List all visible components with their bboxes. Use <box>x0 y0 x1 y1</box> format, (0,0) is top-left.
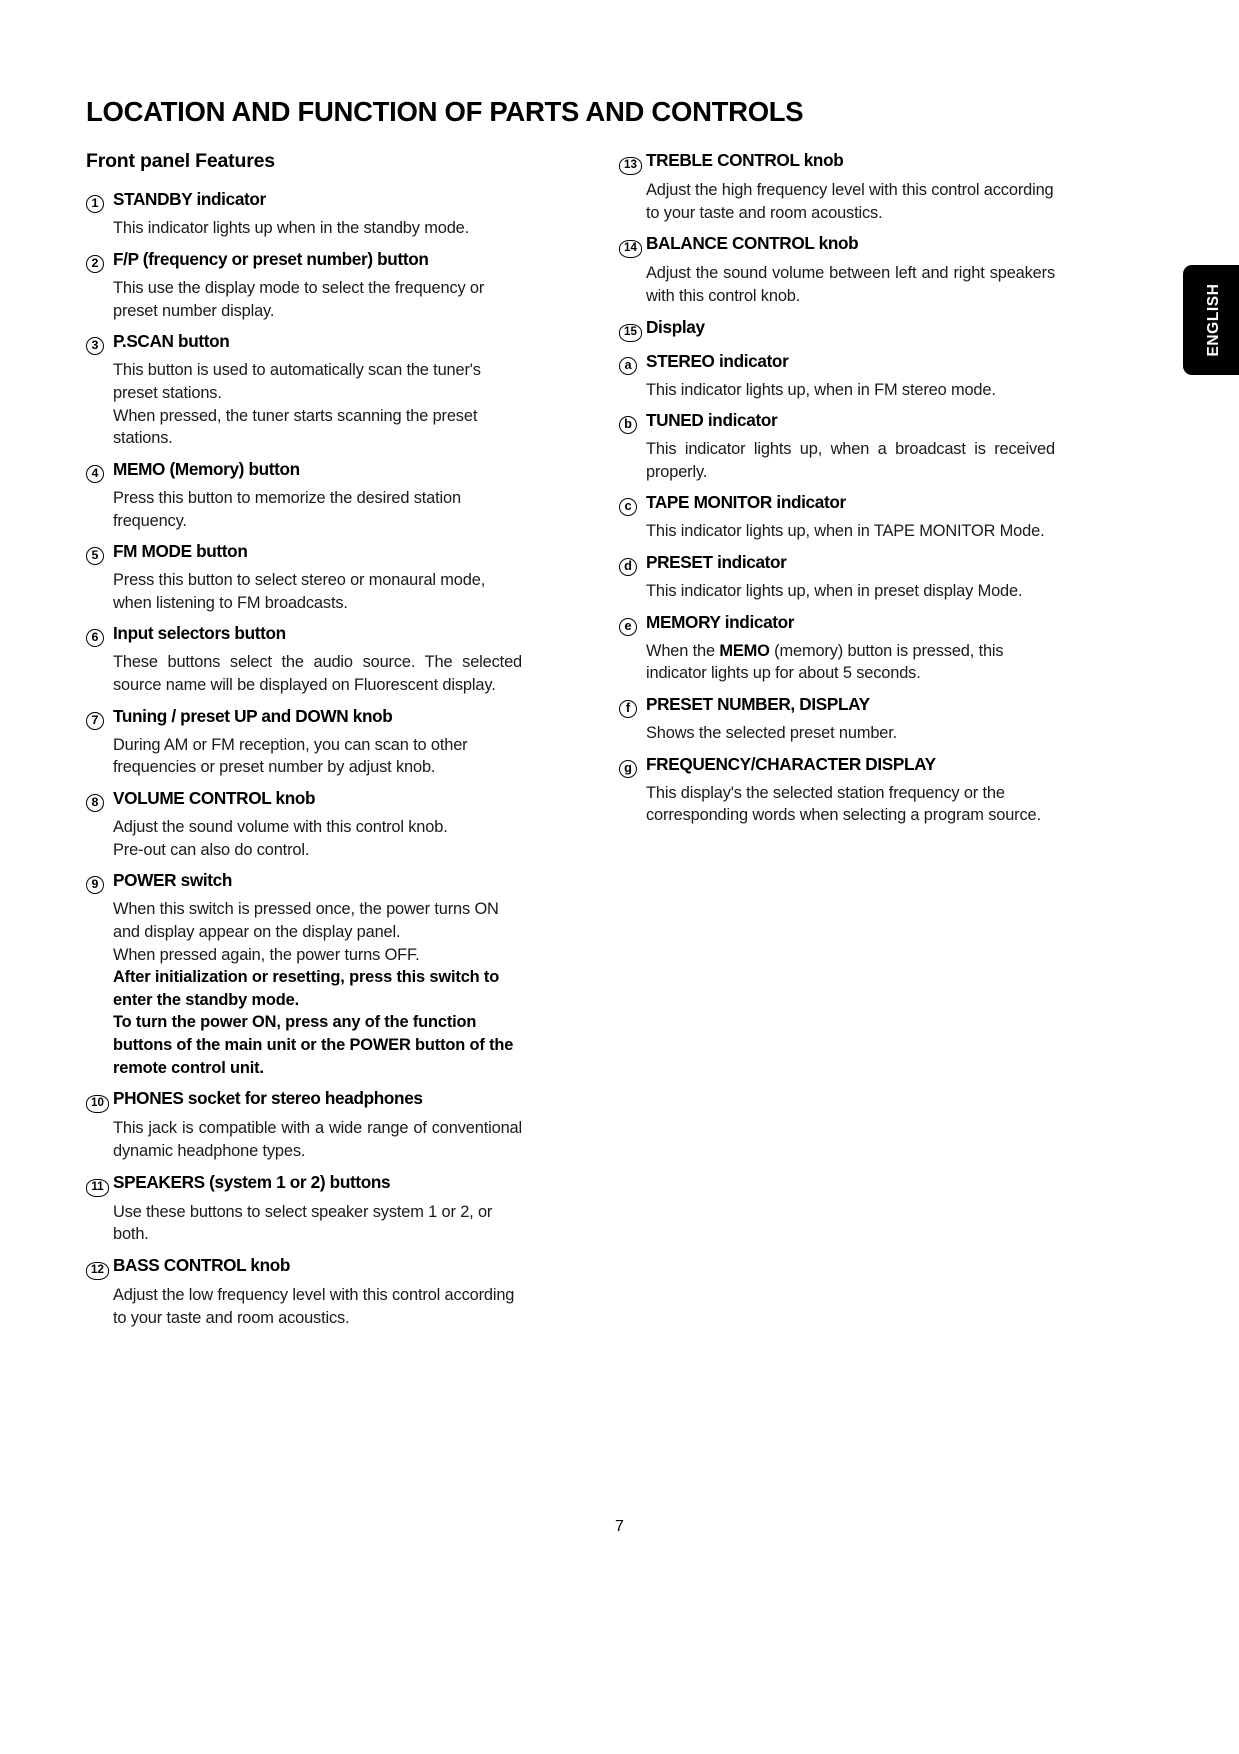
entry-heading-text: STEREO indicator <box>646 350 789 371</box>
entry-paragraph: Shows the selected preset number. <box>646 724 898 743</box>
entry-marker <box>619 492 646 516</box>
circled-marker-icon: c <box>619 498 637 516</box>
entry-marker <box>86 459 113 483</box>
entry-description <box>113 651 522 696</box>
entry-heading-text: TAPE MONITOR indicator <box>646 492 846 513</box>
entry-heading <box>86 706 522 730</box>
entry-heading-text: F/P (frequency or preset number) button <box>113 249 429 270</box>
manual-entry <box>86 459 522 532</box>
circled-marker-icon: a <box>619 357 637 375</box>
entry-heading <box>619 351 1055 375</box>
entry-marker <box>619 612 646 636</box>
entry-heading <box>619 233 1055 258</box>
entry-heading-text: TREBLE CONTROL knob <box>646 150 844 170</box>
page-title: LOCATION AND FUNCTION OF PARTS AND CONTROLS <box>86 96 804 128</box>
entry-heading <box>619 612 1055 636</box>
entry-heading-text: P.SCAN button <box>113 331 230 352</box>
manual-entry <box>86 1172 522 1246</box>
entry-heading-text: TUNED indicator <box>646 410 778 431</box>
entry-heading <box>86 870 522 894</box>
entry-paragraph: This indicator lights up, when in TAPE MONITOR Mode. <box>646 522 1045 541</box>
entry-description <box>646 782 1055 827</box>
entry-description <box>646 179 1055 224</box>
manual-entry <box>86 788 522 861</box>
entry-heading <box>619 694 1055 718</box>
entry-heading-text: Tuning / preset UP and DOWN knob <box>113 705 393 726</box>
entry-paragraph: When pressed again, the power turns OFF. <box>113 945 420 964</box>
entry-paragraph: These buttons select the audio source. The selected source name will be displayed on Fluorescent display. <box>113 653 522 695</box>
entry-paragraph: After initialization or resetting, press this switch to enter the standby mode. <box>113 968 500 1009</box>
entry-heading-text: VOLUME CONTROL knob <box>113 788 316 808</box>
circled-marker-icon: 12 <box>86 1262 109 1280</box>
entry-description <box>646 520 1055 543</box>
entry-description <box>113 734 522 779</box>
entry-heading-text: FREQUENCY/CHARACTER DISPLAY <box>646 753 936 774</box>
entry-marker <box>86 249 113 273</box>
entry-description <box>113 487 522 532</box>
entry-heading-text: MEMORY indicator <box>646 611 795 632</box>
circled-marker-icon: 14 <box>619 240 642 258</box>
entry-description <box>113 277 522 322</box>
manual-entry <box>619 317 1055 342</box>
page-number: 7 <box>615 1518 624 1535</box>
entry-heading <box>619 150 1055 175</box>
entry-heading <box>86 1088 522 1113</box>
entry-heading-text: SPEAKERS (system 1 or 2) buttons <box>113 1171 391 1192</box>
entry-marker <box>619 150 646 175</box>
left-column <box>86 150 522 1338</box>
entry-heading <box>86 1255 522 1280</box>
entry-heading <box>86 1172 522 1197</box>
entry-marker <box>619 233 646 258</box>
circled-marker-icon: 10 <box>86 1095 109 1113</box>
entry-heading <box>86 623 522 647</box>
entry-marker <box>86 541 113 565</box>
entry-description <box>113 1201 522 1246</box>
circled-marker-icon: f <box>619 700 637 718</box>
manual-entry <box>86 870 522 1079</box>
circled-marker-icon: 7 <box>86 712 104 730</box>
manual-entry <box>619 351 1055 402</box>
entry-paragraph: This display's the selected station frequency or the corresponding words when selecting a program source. <box>646 783 1041 825</box>
circled-marker-icon: e <box>619 618 637 636</box>
manual-entry <box>86 541 522 614</box>
circled-marker-icon: 2 <box>86 255 104 273</box>
circled-marker-icon: 8 <box>86 794 104 812</box>
entry-heading <box>619 552 1055 576</box>
entry-paragraph: This indicator lights up, when in FM stereo mode. <box>646 380 996 399</box>
entry-paragraph: This indicator lights up, when in preset display Mode. <box>646 582 1023 601</box>
right-entry-list <box>619 150 1055 827</box>
entry-description <box>646 580 1055 603</box>
entry-heading <box>86 249 522 273</box>
entry-marker <box>86 870 113 894</box>
entry-description <box>113 569 522 614</box>
entry-marker <box>619 552 646 576</box>
entry-heading <box>86 189 522 213</box>
entry-paragraph: Adjust the low frequency level with this control according to your taste and room acoustics. <box>113 1285 515 1327</box>
entry-heading-text: POWER switch <box>113 870 232 891</box>
circled-marker-icon: g <box>619 760 637 778</box>
entry-paragraph: When this switch is pressed once, the power turns ON and display appear on the display panel. <box>113 900 499 941</box>
entry-paragraph: This indicator lights up when in the standby mode. <box>113 219 470 238</box>
circled-marker-icon: d <box>619 558 637 576</box>
entry-description <box>113 816 522 861</box>
entry-marker <box>619 754 646 778</box>
entry-description <box>113 217 522 240</box>
circled-marker-icon: 3 <box>86 337 104 355</box>
emphasis-text: MEMO <box>719 641 770 660</box>
entry-marker <box>86 788 113 812</box>
manual-entry <box>619 612 1055 685</box>
manual-entry <box>619 552 1055 603</box>
entry-heading-text: PRESET NUMBER, DISPLAY <box>646 694 870 715</box>
circled-marker-icon: 1 <box>86 195 104 213</box>
entry-description <box>646 640 1055 685</box>
circled-marker-icon: 5 <box>86 547 104 565</box>
entry-heading-text: STANDBY indicator <box>113 189 266 210</box>
entry-marker <box>86 1255 113 1280</box>
manual-entry <box>86 189 522 240</box>
entry-paragraph: Pre-out can also do control. <box>113 840 310 859</box>
entry-marker <box>86 623 113 647</box>
entry-description <box>646 262 1055 307</box>
entry-heading-text: PHONES socket for stereo headphones <box>113 1088 423 1109</box>
entry-heading <box>86 459 522 483</box>
entry-heading <box>619 492 1055 516</box>
entry-paragraph: When the MEMO (memory) button is pressed, this indicator lights up for about 5 seconds. <box>646 641 1004 683</box>
entry-description <box>646 379 1055 402</box>
entry-paragraph: Press this button to memorize the desired station frequency. <box>113 488 461 530</box>
entry-description <box>113 1284 522 1329</box>
manual-entry <box>619 410 1055 483</box>
manual-entry <box>619 150 1055 224</box>
entry-heading-text: Display <box>646 316 705 337</box>
entry-paragraph: When pressed, the tuner starts scanning the preset stations. <box>113 406 478 448</box>
circled-marker-icon: b <box>619 416 637 434</box>
right-column <box>619 150 1055 836</box>
entry-paragraph: Press this button to select stereo or monaural mode, when listening to FM broadcasts. <box>113 571 486 612</box>
circled-marker-icon: 11 <box>86 1179 109 1197</box>
manual-entry <box>619 754 1055 827</box>
entry-description <box>113 359 522 450</box>
entry-paragraph: This indicator lights up, when a broadcast is received properly. <box>646 440 1055 481</box>
entry-description <box>646 438 1055 483</box>
entry-paragraph: Adjust the high frequency level with this control according to your taste and room acoustics. <box>646 181 1054 222</box>
entry-marker <box>86 189 113 213</box>
entry-marker <box>619 317 646 342</box>
entry-marker <box>619 351 646 375</box>
entry-description <box>113 1117 522 1162</box>
left-entry-list <box>86 189 522 1329</box>
entry-heading-text: PRESET indicator <box>646 552 787 573</box>
entry-heading-text: BASS CONTROL knob <box>113 1254 291 1275</box>
language-tab-label: ENGLISH <box>1205 283 1222 357</box>
circled-marker-icon: 4 <box>86 465 104 483</box>
entry-heading <box>86 788 522 812</box>
circled-marker-icon: 13 <box>619 157 642 175</box>
entry-heading-text: MEMO (Memory) button <box>113 458 300 479</box>
circled-marker-icon: 6 <box>86 629 104 647</box>
entry-heading-text: Input selectors button <box>113 623 286 644</box>
manual-entry <box>619 233 1055 307</box>
entry-marker <box>86 706 113 730</box>
circled-marker-icon: 9 <box>86 876 104 894</box>
entry-paragraph: Use these buttons to select speaker system 1 or 2, or both. <box>113 1202 493 1244</box>
entry-paragraph: This button is used to automatically scan the tuner's preset stations. <box>113 361 481 402</box>
entry-marker <box>619 694 646 718</box>
manual-entry <box>86 249 522 322</box>
manual-entry <box>86 706 522 779</box>
entry-marker <box>619 410 646 434</box>
entry-paragraph: During AM or FM reception, you can scan to other frequencies or preset number by adjust knob. <box>113 735 468 777</box>
entry-description <box>646 722 1055 745</box>
manual-entry <box>86 623 522 696</box>
language-tab-english <box>1183 265 1239 375</box>
entry-heading <box>619 754 1055 778</box>
entry-paragraph: Adjust the sound volume with this control knob. <box>113 818 448 836</box>
entry-paragraph: Adjust the sound volume between left and right speakers with this control knob. <box>646 264 1055 305</box>
manual-entry <box>86 1255 522 1329</box>
entry-paragraph: This use the display mode to select the frequency or preset number display. <box>113 279 485 320</box>
entry-description <box>113 898 522 1079</box>
entry-heading-text: BALANCE CONTROL knob <box>646 233 859 254</box>
section-heading-front-panel-features: Front panel Features <box>86 150 275 172</box>
circled-marker-icon: 15 <box>619 324 642 342</box>
entry-heading <box>86 541 522 565</box>
entry-paragraph: This jack is compatible with a wide range of conventional dynamic headphone types. <box>113 1119 522 1161</box>
entry-heading-text: FM MODE button <box>113 541 248 562</box>
entry-heading <box>619 317 1055 342</box>
entry-marker <box>86 1088 113 1113</box>
entry-marker <box>86 331 113 355</box>
entry-marker <box>86 1172 113 1197</box>
manual-entry <box>619 694 1055 745</box>
entry-heading <box>86 331 522 355</box>
entry-paragraph: To turn the power ON, press any of the function buttons of the main unit or the POWER button of the remote control unit. <box>113 1013 514 1077</box>
manual-entry <box>619 492 1055 543</box>
entry-heading <box>619 410 1055 434</box>
manual-entry <box>86 331 522 450</box>
manual-entry <box>86 1088 522 1162</box>
